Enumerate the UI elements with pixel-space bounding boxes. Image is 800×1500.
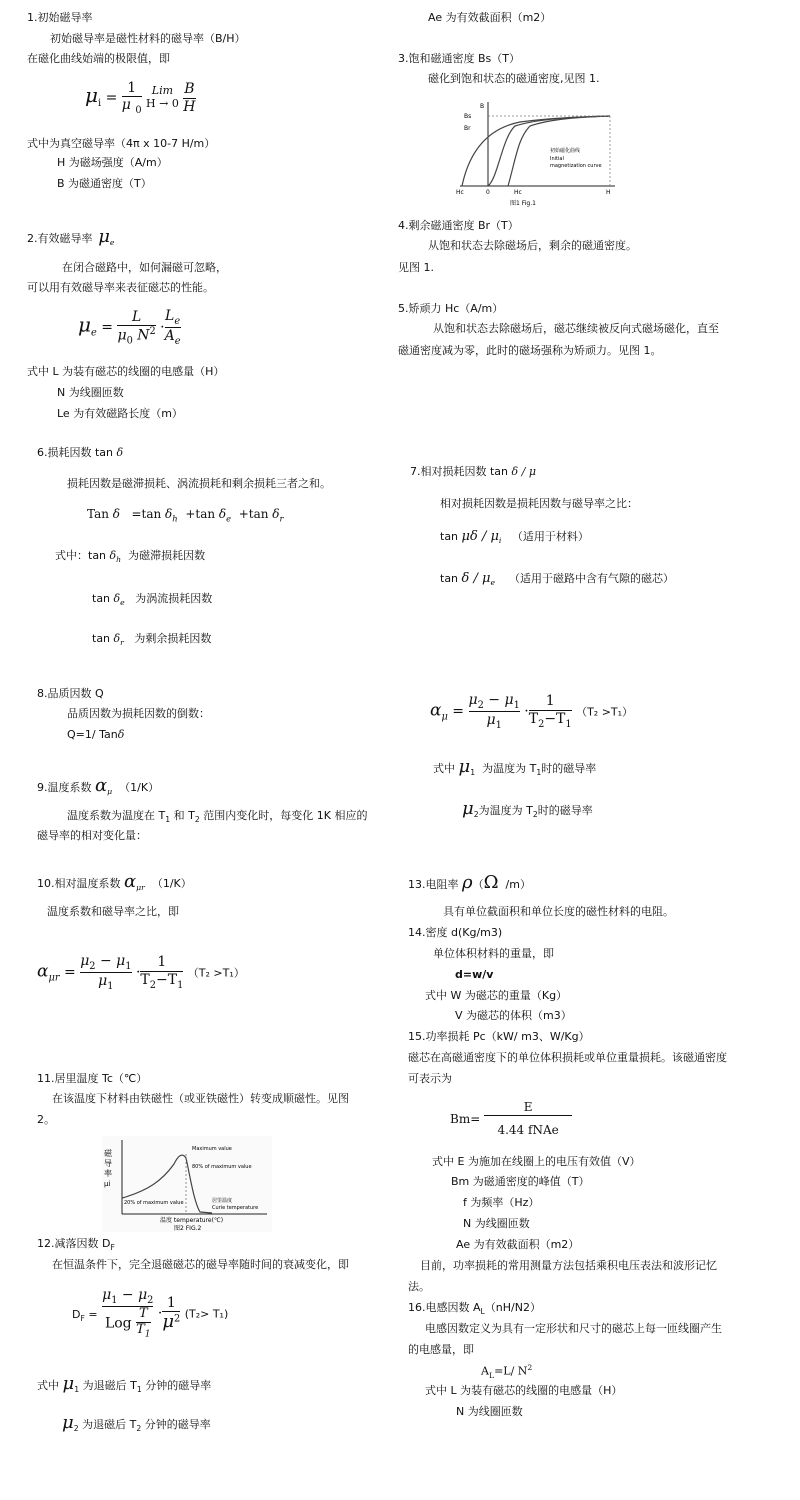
section-4-heading: 4.剩余磁通密度 Br（T） [398,219,519,232]
section-8-desc: 品质因数为损耗因数的倒数： [67,707,210,720]
section-2-heading: 2.有效磁导率 $\mu_e$ [27,226,115,248]
section-8-formula: Q=1/ Tanδ [67,728,125,741]
section-6-where-1: 式中：$\tan \delta_h$ 为磁滞损耗因数 [55,549,206,565]
figure-2-ylabel-3: 率 [104,1169,112,1178]
section-15-where-2: Bm 为磁通密度的峰值（T） [451,1175,590,1188]
figure-2-caption: 图2 FIG.2 [174,1225,202,1232]
figure-2-ylabel-4: μi [104,1180,111,1188]
section-16-where-2: N 为线圈匝数 [456,1405,523,1418]
section-7-formula-2: tan δ / $\mu_e$ （适用于磁路中含有气隙的磁芯） [440,571,675,588]
figure-2-curie-temperature [102,1136,272,1232]
section-16-desc-2: 的电感量，即 [408,1343,474,1356]
right-top-ae: Ae 为有效截面积（m2） [428,11,552,24]
section-2-where-2: N 为线圈匝数 [57,386,124,399]
section-15-note-1: 目前，功率损耗的常用测量方法包括乘积电压表法和波形记忆 [420,1259,717,1272]
section-4-ref: 见图 1. [398,261,434,274]
section-1-where-3: B 为磁通密度（T） [57,177,152,190]
section-9-where-1: 式中 $\mu_1$ 为温度为 $T_1$时的磁导率 [433,756,597,778]
figure-2-label-20: 20% of maximum value [124,1200,184,1206]
section-9-desc-1: 温度系数为温度在 $T_1$ 和 $T_2$ 范围内变化时，每变化 1K 相应的 [67,809,368,825]
formula-initial-permeability: $\mu_i$ = $\frac{1}{\mu _0}$ Lim H → 0 $\frac{B}{H}$ [85,80,196,116]
section-13-desc: 具有单位截面积和单位长度的磁性材料的电阻。 [443,905,674,918]
section-9-where-2: $\mu_2$为温度为 $T_2$时的磁导率 [462,798,593,820]
section-14-where-2: V 为磁芯的体积（m3） [455,1009,572,1022]
section-10-heading: 10.相对温度系数 $\alpha_{\mu r}$ （1/K） [37,871,192,893]
section-1-desc-1: 初始磁导率是磁性材料的磁导率（B/H） [50,32,246,45]
section-16-heading: 16.电感因数 $A_L(nH/N2)$ [408,1301,541,1317]
section-11-desc-1: 在该温度下材料由铁磁性（或亚铁磁性）转变成顺磁性。见图 [52,1092,349,1105]
formula-effective-permeability: $\mu_e$ = $\frac{L}{\mu_0 N^2}$ · $\frac{L_e}{A_e}$ [78,308,181,347]
section-16-formula: $A_L=L/$ $N^2$ [481,1363,533,1380]
figure-1-label-br: Br [464,125,471,132]
section-2-desc-1: 在闭合磁路中，如何漏磁可忽略， [62,261,227,274]
section-3-heading: 3.饱和磁通密度 Bs（T） [398,52,520,65]
section-2-where-1: 式中 L 为装有磁芯的线圈的电感量（H） [27,365,225,378]
section-11-heading: 11.居里温度 Tc（℃） [37,1072,148,1085]
figure-1-caption: 图1 Fig.1 [510,200,536,207]
figure-1-label-hc-right: Hc [514,189,522,196]
section-15-desc-1: 磁芯在高磁通密度下的单位体积损耗或单位重量损耗。该磁通密度 [408,1051,727,1064]
section-14-formula: d=w/v [455,968,494,981]
figure-1-curve-label-en-1: Initial [550,156,564,162]
section-10-desc: 温度系数和磁导率之比，即 [47,905,179,918]
section-12-heading: 12.减落因数 $D_F$ [37,1237,115,1253]
section-7-formula-1: tan μδ / $\mu_i$ （适用于材料） [440,529,589,546]
section-15-where-5: Ae 为有效截面积（m2） [456,1238,580,1251]
section-5-desc-2: 磁通密度减为零，此时的磁场强称为矫顽力。见图 1。 [398,344,662,357]
figure-2-label-curie-cn: 居里温度 [212,1198,233,1204]
figure-2-ylabel-1: 磁 [104,1149,112,1158]
figure-1-upper-branch [462,116,610,186]
section-1-where-1: 式中为真空磁导率（4π x 10-7 H/m） [27,137,216,150]
section-6-heading: 6.损耗因数 tan δ [37,446,124,459]
formula-relative-temp-coefficient: $\alpha_{\mu r}$ = $\frac{\mu_2 - \mu_1}{\mu_1}$ · $\frac{1}{T_2-T_1}$ （T₂ >T₁） [37,953,245,992]
section-6-where-2: $\tan \delta_e$ 为涡流损耗因数 [92,592,213,608]
figure-2-label-curie-en: Curie temperature [212,1205,259,1211]
section-8-heading: 8.品质因数 Q [37,687,104,700]
section-12-where-1: 式中 $\mu_1$ 为退磁后 $T_1$ 分钟的磁导率 [37,1373,212,1395]
figure-1-label-b: B [480,103,485,110]
figure-1-hysteresis [450,98,620,208]
figure-2-label-max: Maximum value [192,1146,232,1152]
section-15-where-1: 式中 E 为施加在线圈上的电压有效值（V） [432,1155,641,1168]
section-5-desc-1: 从饱和状态去除磁场后，磁芯继续被反向式磁场磁化，直至 [433,322,719,335]
formula-bm: Bm= $\frac{E}{\text{4.44 fNAe}}$ [450,1101,572,1138]
formula-disaccommodation: $D_F$ = $\mu_1 - \mu_2$ Log $\frac{T}{T_1}$ · $\frac{1}{\mu^2}$ (T₂> T₁) [72,1287,229,1340]
formula-loss-factor: Tan δ =tan $\delta_h +\tan$ $\delta_e +\tan$ $\delta_r$ [87,507,284,524]
section-1-where-2: H 为磁场强度（A/m） [57,156,168,169]
section-6-desc: 损耗因数是磁滞损耗、涡流损耗和剩余损耗三者之和。 [67,477,331,490]
section-14-desc: 单位体积材料的重量，即 [433,947,554,960]
section-13-heading: 13.电阻率 ρ（Ω /m） [408,872,531,893]
section-15-desc-2: 可表示为 [408,1072,452,1085]
section-7-desc: 相对损耗因数是损耗因数与磁导率之比： [440,497,638,510]
section-5-heading: 5.矫顽力 Hc（A/m） [398,302,504,315]
section-3-desc: 磁化到饱和状态的磁通密度,见图 1. [428,72,600,85]
figure-1-label-h: H [606,189,611,196]
section-11-desc-2: 2。 [37,1113,55,1126]
figure-1-curve-label-en-2: magnetization curve [550,163,602,169]
section-12-desc: 在恒温条件下，完全退磁磁芯的磁导率随时间的衰减变化，即 [52,1258,349,1271]
section-15-where-3: f 为频率（Hz） [463,1196,540,1209]
section-6-where-3: $\tan \delta_r$ 为剩余损耗因数 [92,632,212,648]
section-15-heading: 15.功率损耗 Pc（kW/ m3、W/Kg） [408,1030,590,1043]
section-2-where-3: Le 为有效磁路长度（m） [57,407,183,420]
section-7-heading: 7.相对损耗因数 tan δ / μ [410,465,536,478]
section-15-note-2: 法。 [408,1280,430,1293]
figure-1-curve-label-cn: 初始磁化曲线 [550,148,581,154]
figure-2-label-80: 80% of maximum value [192,1164,252,1170]
figure-2-xlabel: 温度 temperature(℃) [160,1217,224,1224]
figure-1-label-hc-left: Hc [456,189,464,196]
section-9-desc-2: 磁导率的相对变化量： [37,829,147,842]
section-14-heading: 14.密度 d(Kg/m3) [408,926,503,939]
figure-1-label-zero: 0 [486,189,490,196]
section-16-where-1: 式中 L 为装有磁芯的线圈的电感量（H） [425,1384,623,1397]
formula-temp-coefficient: $\alpha_\mu$ = $\frac{\mu_2 - \mu_1}{\mu_1}$ · $\frac{1}{T_2-T_1}$ （T₂ >T₁） [430,692,634,731]
section-14-where-1: 式中 W 为磁芯的重量（Kg） [425,989,568,1002]
figure-2-ylabel-2: 导 [104,1159,112,1168]
section-15-where-4: N 为线圈匝数 [463,1217,530,1230]
section-12-where-2: $\mu_2$ 为退磁后 $T_2$ 分钟的磁导率 [62,1412,211,1434]
section-1-heading: 1.初始磁导率 [27,11,93,24]
section-2-desc-2: 可以用有效磁导率来表征磁芯的性能。 [27,281,214,294]
section-9-heading: 9.温度系数 $\alpha_\mu$ （1/K） [37,775,160,797]
section-4-desc: 从饱和状态去除磁场后，剩余的磁通密度。 [428,239,637,252]
figure-1-label-bs: Bs [464,113,472,120]
section-1-desc-2: 在磁化曲线始端的极限值，即 [27,52,170,65]
section-16-desc-1: 电感因数定义为具有一定形状和尺寸的磁芯上每一匝线圈产生 [425,1322,722,1335]
